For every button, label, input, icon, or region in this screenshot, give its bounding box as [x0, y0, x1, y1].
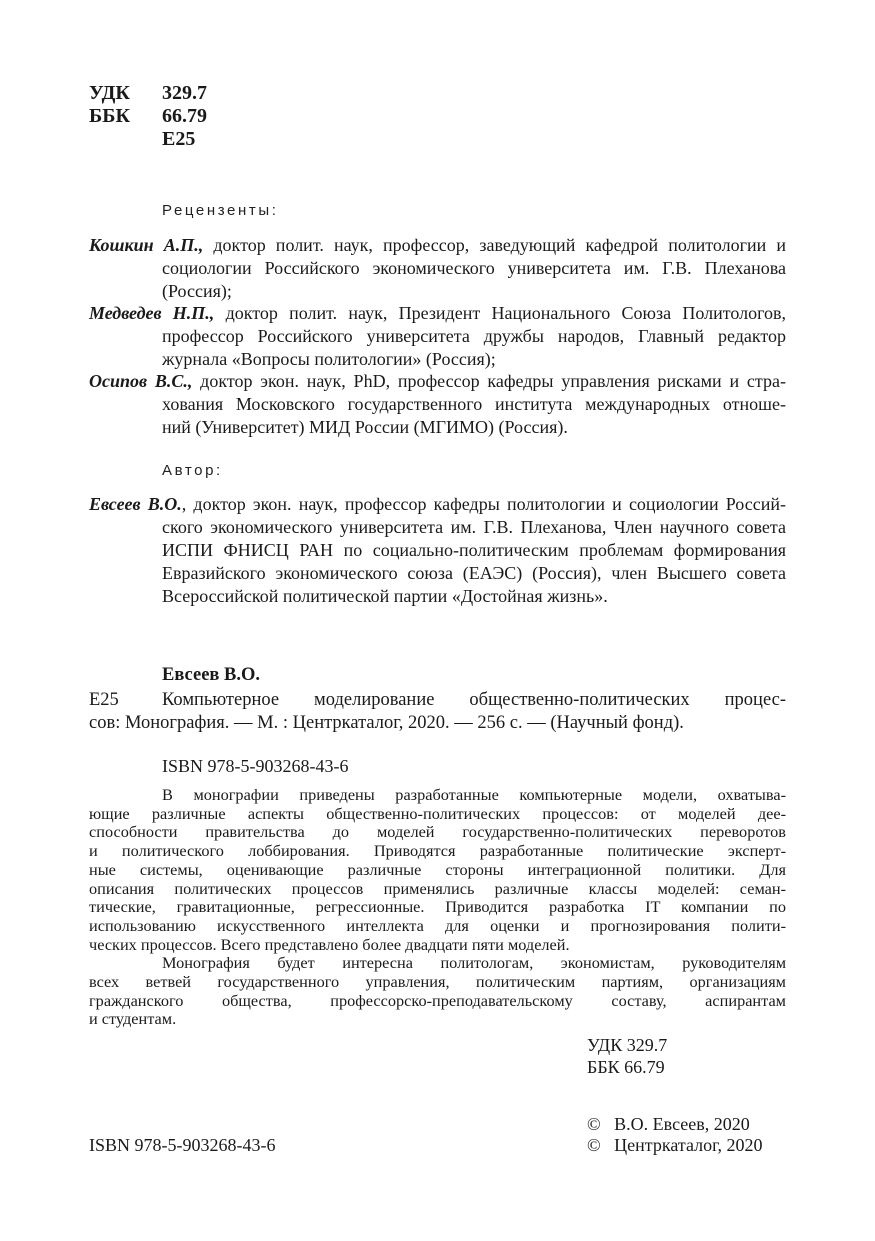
bbk-label: ББК	[89, 105, 130, 127]
copyright-publisher: © Центркаталог, 2020	[587, 1135, 763, 1155]
bbk-value: 66.79	[162, 105, 207, 127]
author-mark-row	[89, 128, 207, 151]
bib-heading: Евсеев В.О.	[162, 665, 261, 685]
reviewer-name: Осипов В.С.,	[89, 371, 193, 391]
copyright-author: © В.О. Евсеев, 2020	[587, 1114, 750, 1134]
udk-row	[89, 82, 207, 105]
author-caption: Автор:	[162, 462, 223, 479]
footer-bbk: ББК 66.79	[587, 1057, 665, 1077]
reviewer-entry: Осипов В.С., доктор экон. наук, PhD, профессор кафедры управления рисками и стра- хования Московского государственного института международных отноше- ний (Университет) МИД России (МГИМО) (Россия).	[89, 371, 786, 437]
footer-udk: УДК 329.7	[587, 1035, 668, 1055]
author-name: Евсеев В.О.	[89, 494, 182, 514]
bbk-row	[89, 105, 207, 128]
reviewer-name: Медведев Н.П.,	[89, 303, 215, 323]
reviewers-caption: Рецензенты:	[162, 202, 279, 219]
abstract: В монографии приведены разработанные компьютерные модели, охватыва- ющие различные аспекты общественно-политических процессов: от моделей дее- способности правительства до моделей государственно-политических переворотов и политического лоббирования. Приводятся разработанные политические эксперт- ные системы, оценивающие различные стороны интеграционной политики. Для описания политических процессов применялись различные классы моделей: семан- тические, гравитационные, регрессионные. Приводится разработка IT компании по использованию искусственного интеллекта для оценки и прогнозирования полити- ческих процессов. Всего представлено более двадцати пяти моделей. Монография будет интересна политологам, экономистам, руководителям всех ветвей государственного управления, политическим партиям, организациям гражданского общества, профессорско-преподавательскому составу, аспирантам и студентам.	[89, 785, 786, 1029]
reviewer-name: Кошкин А.П.,	[89, 235, 204, 255]
classification-codes	[89, 82, 207, 151]
bib-description: Компьютерное моделирование общественно-политических процес- сов: Монография. — М. : Центркаталог, 2020. — 256 с. — (Научный фонд).	[89, 690, 786, 733]
author-mark: Е25	[162, 128, 196, 150]
udk-label: УДК	[89, 82, 130, 104]
footer-isbn: ISBN 978-5-903268-43-6	[89, 1135, 276, 1155]
bib-isbn: ISBN 978-5-903268-43-6	[162, 756, 349, 776]
reviewer-entry: Кошкин А.П., доктор полит. наук, профессор, заведующий кафедрой политологии и социологии Российского экономического университета им. Г.В. Плеханова (Россия);	[89, 235, 787, 301]
reviewer-entry: Медведев Н.П., доктор полит. наук, Президент Национального Союза Политологов, профессор Российского университета дружбы народов, Главный редактор журнала «Вопросы политологии» (Россия);	[89, 303, 787, 369]
udk-value: 329.7	[162, 82, 207, 104]
bib-mark: Е25	[89, 690, 119, 710]
author-entry: Евсеев В.О., доктор экон. наук, профессор кафедры политологии и социологии Россий- ского экономического университета им. Г.В. Плеханова, Член научного совета ИСПИ ФНИСЦ РАН по социально-политическим проблемам формирования Евразийского экономического союза (ЕАЭС) (Россия), член Высшего совета Всероссийской политической партии «Достойная жизнь».	[89, 494, 786, 606]
